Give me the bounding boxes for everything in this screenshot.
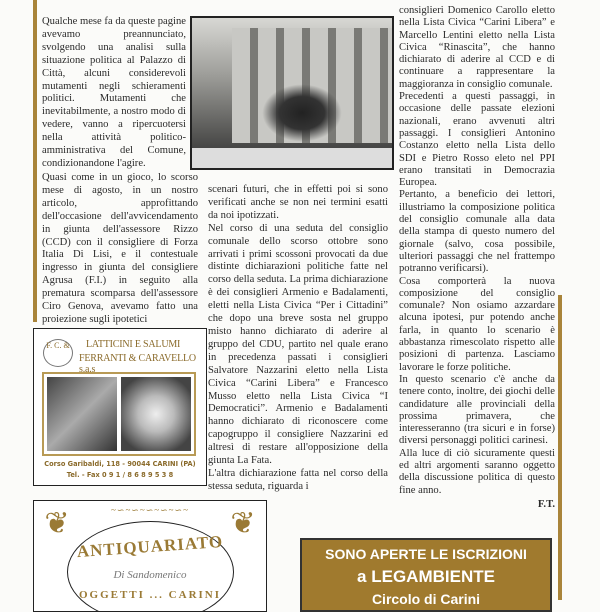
paragraph: consiglieri Domenico Carollo eletto nella Lista Civica “Carini Libera” e Marcello Lentini eletto nella Lista Civica “Rinascita”, che hanno dichiarato di aderire al CCD e di continuare a rappresentare la maggioranza in consiglio comunale. (399, 5, 555, 90)
building-photo (190, 16, 394, 170)
article-col2 (208, 184, 388, 494)
leg-line3: Circolo di Carini (371, 591, 481, 607)
leg-line1: SONO APERTE LE ISCRIZIONI (325, 546, 527, 562)
ad-title: ANTIQUARIATO (76, 531, 224, 562)
paragraph: Cosa comporterà la nuova composizione del consiglio comunale? Non osiamo azzardare alcuna ipotesi, pur potendo anche farla, in quanto lo scenario è abbastanza rimescolato rispetto alle posizioni di partenza. Lasciamo lavorare le forze politiche. (399, 275, 555, 373)
fc-logo: F. C. & (43, 339, 73, 367)
ad-line1: LATTICINI E SALUMI (86, 339, 181, 350)
paragraph: Pertanto, a beneficio dei lettori, illustriamo la composizione politica del consiglio comunale alla data della stampa di questo numero del giornale (salvo, cosa possibile, ulteriori passaggi che nel frattempo potranno verificarsi). (399, 189, 555, 275)
article-col3 (399, 5, 555, 511)
right-rule (558, 295, 562, 600)
paragraph: Alla luce di ciò sicuramente questi ed altri argomenti saranno oggetto della discussione politica di questo fine anno. (399, 447, 555, 496)
paragraph: L'altra dichiarazione fatta nel corso della stessa seduta, riguarda i (208, 467, 388, 492)
paragraph: Quasi come in un gioco, lo scorso mese di agosto, in un nostro articolo, approfittando dell'occasione dell'avvicendamento in giunta dell'assessore Rizzo (CCD) con il consigliere di Forza Italia Di Lisi, e il contestuale ingresso in giunta del consigliere Agrusa (F.I.) in seguito alla prematura scomparsa dell'assessore Ciro Genova, avevamo fatto una proiezione sugli ipotetici (42, 172, 198, 325)
ad-line2: FERRANTI & CARAVELLO s.a.s (79, 353, 196, 375)
flourish-icon: ~∽~∽~∽~∽~∽~ (111, 505, 189, 515)
article-col1-bottom (42, 172, 198, 327)
corner-ornament-icon: ❦ (44, 507, 70, 540)
paragraph: In questo scenario c'è anche da tenere conto, inoltre, dei giochi delle candidature alle provinciali della prossima primavera, che interesseranno (tra sicuri e in forse) diversi personaggi politici carinesi. (399, 373, 555, 447)
product-photos (42, 372, 196, 456)
paragraph: scenari futuri, che in effetti poi si sono verificati anche se non nei termini esatti da noi ipotizzati. (208, 184, 388, 221)
ad-phone: Tel. - Fax 0 9 1 / 8 6 8 9 5 3 8 (66, 471, 174, 479)
ad-address: Corso Garibaldi, 118 - 90044 CARINI (PA) (44, 460, 196, 468)
leg-line2: a LEGAMBIENTE (357, 567, 495, 586)
paragraph: Precedenti a questi passaggi, in occasione delle passate elezioni nazionali, erano avvenuti altri passaggi. I consiglieri Antonino Costanzo eletto nella Lista dello SDI e Pietro Rosso eleto nel PPI erano transitati in Democrazia Europea. (399, 91, 555, 189)
article-col1-top (42, 16, 186, 171)
signature: F.T. (537, 498, 555, 510)
ad-latticini-salumi (33, 328, 207, 486)
left-rule (33, 0, 37, 322)
paragraph: Nel corso di una seduta del consiglio comunale dello scorso ottobre sono arrivati i primi scossoni provocati da due distinte dichiarazioni politiche fatte nel corso della seduta. La prima dichiarazione è dei consiglieri Armenio e Badalamenti, eletti nella Lista Civica “Per i Cittadini” che dopo una breve sosta nel gruppo misto hanno dichiarato di aderire al gruppo del CDU, partito nel quale erano in precedenza passati i consiglieri Salvatore Nazzarini eletto nella Lista Civica “Carini Libera” e Francesco Musso eletto nella Lista Civica “I Democratici”. Armenio e Badalamenti hanno dichiarato di riconoscere come capogruppo il consigliere Nazzarini ed altresì di restare all'opposizione della giunta La Fata. (208, 222, 388, 467)
ad-antiquariato (33, 500, 267, 612)
ad-subtitle: Di Sandomenico (113, 569, 187, 581)
ad-legambiente (300, 538, 552, 612)
paragraph: Qualche mese fa da queste pagine avevamo preannunciato, svolgendo una analisi sulla situazione politica al Palazzo di Città, alcuni considerevoli mutamenti negli schieramenti politici. Mutamenti che inevitabilmente, a nostro modo di vedere, vanno a ripercuotersi nella attività politico-amministrativa del Comune, condizionandone l'agire. (42, 16, 186, 169)
ad-lower-text: OGGETTI ... CARINI (78, 589, 222, 601)
corner-ornament-icon: ❦ (230, 507, 256, 540)
